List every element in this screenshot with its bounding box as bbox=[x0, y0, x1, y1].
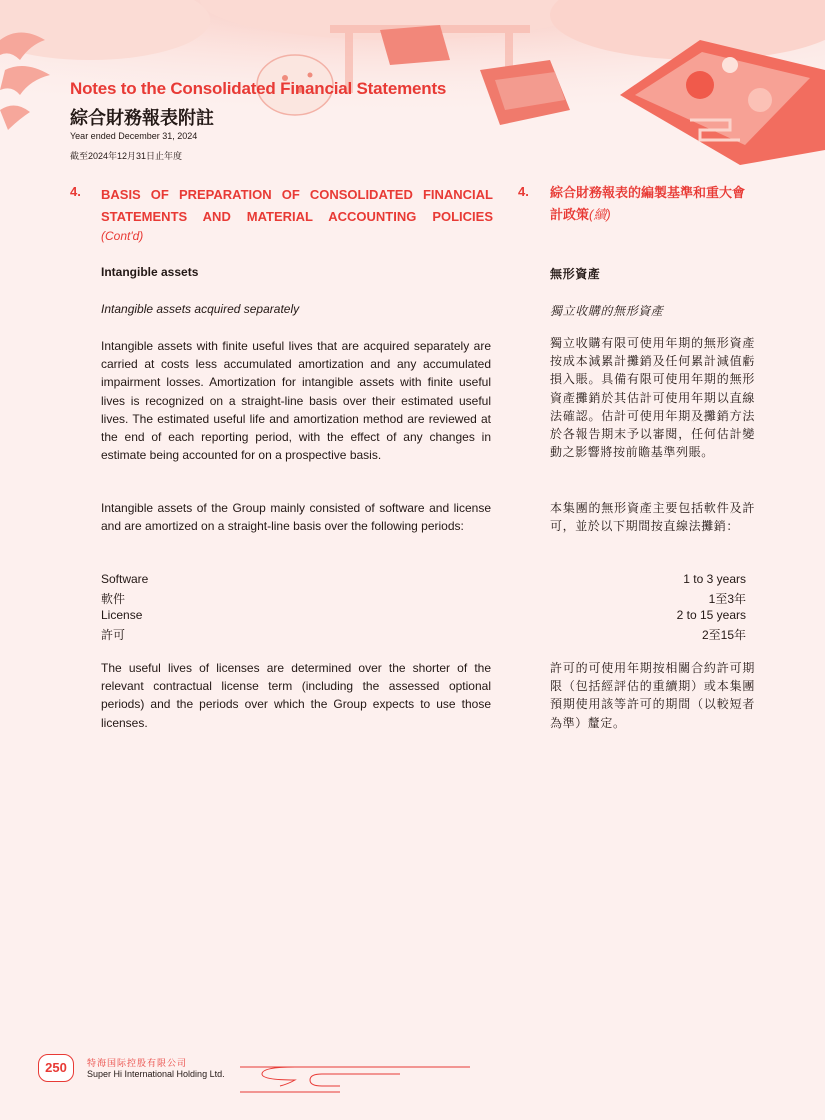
section-number-en: 4. bbox=[70, 184, 81, 199]
period-label: Software bbox=[101, 572, 149, 586]
period-label-zh: 截至2024年12月31日止年度 bbox=[70, 151, 183, 161]
company-name-en: Super Hi International Holding Ltd. bbox=[87, 1069, 225, 1079]
section-number-zh: 4. bbox=[518, 184, 529, 199]
company-name-zh: 特海国际控股有限公司 bbox=[87, 1058, 188, 1068]
period-label-en: Year ended December 31, 2024 bbox=[70, 131, 198, 141]
period-value: 2 to 15 years bbox=[676, 608, 746, 622]
subheading-acquired-separately-en: Intangible assets acquired separately bbox=[101, 302, 300, 316]
section-title-zh-text: 綜合財務報表的編製基準和重大會計政策 bbox=[550, 185, 746, 222]
page-title-zh: 綜合財務報表附註 bbox=[70, 108, 214, 128]
section-title-zh bbox=[550, 182, 756, 226]
page-title-en: Notes to the Consolidated Financial Statements bbox=[70, 79, 447, 98]
table-row bbox=[101, 608, 746, 626]
subheading-acquired-separately-zh: 獨立收購的無形資產 bbox=[550, 304, 664, 318]
period-label: 軟件 bbox=[101, 592, 126, 606]
table-row bbox=[101, 590, 746, 608]
paragraph-license-lives-zh: 許可的可使用年期按相關合約許可期限（包括經評估的重續期）或本集團預期使用該等許可的期間（以較短者為準）釐定。 bbox=[550, 661, 755, 730]
heading-intangible-assets-zh: 無形資產 bbox=[550, 267, 601, 281]
section-contd-zh: (續) bbox=[589, 207, 611, 222]
page-number-badge: 250 bbox=[38, 1054, 74, 1082]
paragraph-license-lives-en: The useful lives of licenses are determined over the shorter of the relevant contractual license term (including the assessed optional periods) and the periods over which the Group expects to use those licenses. bbox=[101, 661, 491, 730]
period-label: 許可 bbox=[101, 628, 126, 642]
heading-intangible-assets-en: Intangible assets bbox=[101, 265, 199, 279]
period-value: 1 to 3 years bbox=[683, 572, 746, 586]
paragraph-group-intangibles-en: Intangible assets of the Group mainly consisted of software and license and are amortized on a straight-line basis over the following periods: bbox=[101, 501, 491, 534]
paragraph-finite-lives-en: Intangible assets with finite useful lives that are acquired separately are carried at costs less accumulated amortization and any accumulated impairment losses. Amortization for intangible assets with finite useful lives is recognized on a straight-line basis over their estimated useful lives. The estimated useful life and amortization method are reviewed at the end of each reporting period, with the effect of any changes in estimate being accounted for on a prospective basis. bbox=[101, 339, 491, 463]
period-value: 2至15年 bbox=[701, 628, 746, 642]
section-title-en-line2: STATEMENTS AND MATERIAL ACCOUNTING POLICIES bbox=[101, 209, 493, 224]
table-row bbox=[101, 626, 746, 644]
section-title-en-line1: BASIS OF PREPARATION OF CONSOLIDATED FINANCIAL bbox=[101, 187, 493, 202]
period-value: 1至3年 bbox=[708, 592, 746, 606]
table-row bbox=[101, 572, 746, 590]
footer-cloud-line-icon bbox=[240, 1062, 475, 1094]
period-label: License bbox=[101, 608, 143, 622]
paragraph-group-intangibles-zh: 本集團的無形資產主要包括軟件及許可，並於以下期間按直線法攤銷： bbox=[550, 501, 755, 534]
paragraph-finite-lives-zh: 獨立收購有限可使用年期的無形資產按成本減累計攤銷及任何累計減值虧損入賬。具備有限可使用年期的無形資產攤銷於其估計可使用年期以直線法確認。估計可使用年期及攤銷方法於各報告期末予以審閱，任何估計變動之影響將按前瞻基準列賬。 bbox=[550, 336, 755, 460]
section-contd-en: (Cont'd) bbox=[101, 229, 144, 243]
